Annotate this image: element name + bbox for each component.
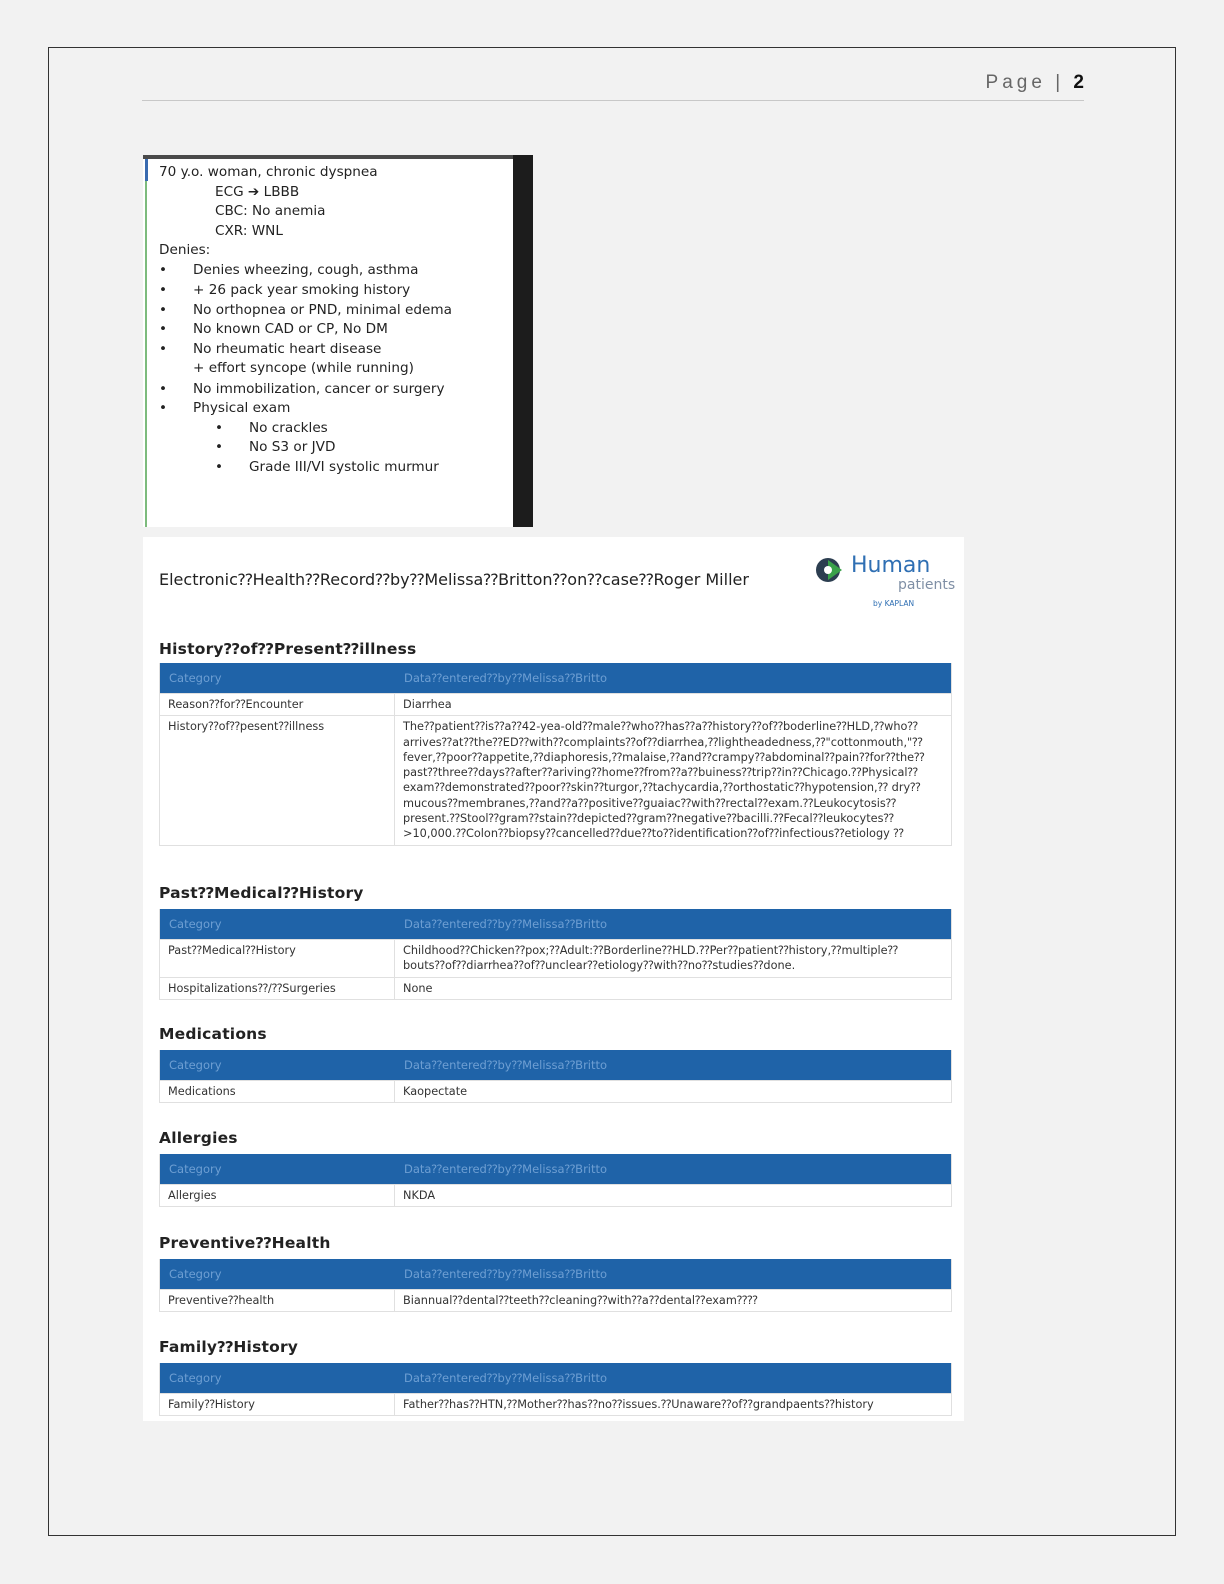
slide-bullet-item — [159, 303, 514, 317]
table-header — [160, 1154, 951, 1184]
slide-bullet-text: No rheumatic heart disease — [193, 340, 382, 357]
table-header — [160, 1259, 951, 1289]
column-header-category: Category — [169, 1371, 222, 1385]
slide-bullet-text: + effort syncope (while running) — [193, 360, 414, 377]
row-category: Preventive⁇health — [160, 1290, 395, 1311]
bullet-icon: • — [215, 458, 224, 475]
slide-exam-item — [159, 438, 514, 458]
slide-bullet-item — [159, 382, 514, 396]
slide-bullet-text: Denies wheezing, cough, asthma — [193, 261, 419, 278]
slide-bullet-text: Physical exam — [193, 399, 291, 416]
slide-bullet-item — [159, 399, 514, 419]
slide-bullet-list — [159, 261, 514, 419]
row-category: Allergies — [160, 1185, 395, 1206]
section-title: Allergies — [159, 1129, 238, 1147]
slide-denies-label: Denies: — [159, 242, 211, 259]
row-data: NKDA — [403, 1189, 436, 1202]
page-number: 2 — [1073, 72, 1084, 93]
table-header — [160, 1050, 951, 1080]
bullet-icon: • — [159, 380, 168, 397]
bullet-icon: • — [159, 399, 168, 416]
slide-bullet-text: No immobilization, cancer or surgery — [193, 380, 445, 397]
ehr-title: Electronic⁇Health⁇Record⁇by⁇Melissa⁇Britton⁇on⁇case⁇Roger Miller — [159, 570, 749, 589]
row-category: Hospitalizations⁇/⁇Surgeries — [160, 978, 395, 999]
column-header-data: Data⁇entered⁇by⁇Melissa⁇Britto — [404, 1058, 608, 1072]
table-header — [160, 663, 951, 693]
page-header — [142, 72, 1084, 101]
bullet-icon: • — [159, 321, 168, 338]
ehr-table — [159, 909, 952, 1000]
row-category: Family⁇History — [160, 1394, 395, 1415]
ehr-table — [159, 1363, 952, 1416]
column-header-category: Category — [169, 1162, 222, 1176]
slide-exam-list — [159, 419, 514, 478]
slide-exam-item — [159, 419, 514, 439]
slide-content — [159, 163, 514, 477]
row-data: Diarrhea — [403, 698, 452, 711]
section-title: Preventive⁇Health — [159, 1234, 331, 1252]
column-header-data: Data⁇entered⁇by⁇Melissa⁇Britto — [404, 1267, 608, 1281]
slide-left-line — [145, 159, 147, 527]
ehr-table — [159, 1259, 952, 1312]
bullet-icon: • — [159, 281, 168, 298]
page-label: Page | — [985, 72, 1065, 93]
table-header — [160, 1363, 951, 1393]
column-header-category: Category — [169, 1267, 222, 1281]
row-data: None — [403, 981, 433, 995]
slide-bullet-text: No known CAD or CP, No DM — [193, 321, 388, 338]
slide-exam-text: Grade III/VI systolic murmur — [249, 458, 439, 475]
row-category: History⁇of⁇pesent⁇illness — [160, 716, 395, 844]
ehr-table — [159, 1154, 952, 1207]
slide-test-cxr: CXR: WNL — [215, 222, 283, 239]
slide-test-ecg: ECG ➔ LBBB — [215, 183, 300, 200]
column-header-category: Category — [169, 671, 222, 685]
column-header-data: Data⁇entered⁇by⁇Melissa⁇Britto — [404, 917, 608, 931]
table-row — [160, 939, 951, 977]
row-data: Childhood⁇Chicken⁇pox;⁇Adult:⁇Borderline⁇HLD.⁇Per⁇patient⁇history,⁇multiple⁇ bouts⁇of⁇diarrhea⁇of⁇unclear⁇etiology⁇with⁇no⁇studies⁇done. — [403, 944, 899, 973]
logo-brand: Human — [851, 553, 931, 578]
table-row — [160, 1184, 951, 1206]
table-row — [160, 977, 951, 999]
table-row — [160, 693, 951, 715]
row-category: Reason⁇for⁇Encounter — [160, 694, 395, 715]
slide-bullet-item — [159, 281, 514, 301]
column-header-data: Data⁇entered⁇by⁇Melissa⁇Britto — [404, 1371, 608, 1385]
section-title: Past⁇Medical⁇History — [159, 884, 364, 902]
slide-title-marker — [145, 159, 148, 181]
ehr-table — [159, 663, 952, 846]
slide-test-cbc: CBC: No anemia — [215, 203, 326, 220]
bullet-icon: • — [215, 419, 224, 436]
column-header-category: Category — [169, 917, 222, 931]
slide-bullet-item — [159, 320, 514, 340]
table-row — [160, 715, 951, 844]
section-title: History⁇of⁇Present⁇illness — [159, 640, 417, 658]
logo-byline: by KAPLAN — [873, 599, 915, 608]
ehr-record — [143, 537, 964, 1421]
slide-bullet-item — [159, 340, 514, 360]
bullet-icon: • — [159, 302, 168, 319]
table-row — [160, 1393, 951, 1415]
row-data: Biannual⁇dental⁇teeth⁇cleaning⁇with⁇a⁇dental⁇exam⁇⁇ — [403, 1294, 758, 1307]
ehr-table — [159, 1050, 952, 1103]
bullet-icon: • — [159, 261, 168, 278]
human-patients-logo — [815, 553, 956, 613]
logo-subbrand: patients — [898, 577, 956, 593]
bullet-icon: • — [215, 439, 224, 456]
clinical-slide-image — [143, 155, 533, 527]
row-data: Kaopectate — [403, 1085, 468, 1098]
bullet-icon: • — [159, 340, 168, 357]
slide-exam-item — [159, 458, 514, 478]
slide-exam-text: No S3 or JVD — [249, 439, 336, 456]
row-data: The⁇patient⁇is⁇a⁇42-yea-old⁇male⁇who⁇has⁇a⁇history⁇of⁇boderline⁇HLD,⁇who⁇ arrives⁇at⁇the⁇ED⁇with⁇complaints⁇of⁇diarrhea,⁇lightheadedness,⁇"cottonmouth,"⁇ fever,⁇poor⁇appetite,⁇diaphoresis,⁇malaise,⁇and⁇crampy⁇abdominal⁇pain⁇for⁇the⁇ past⁇three⁇days⁇after⁇ariving⁇home⁇from⁇a⁇buiness⁇trip⁇in⁇Chicago.⁇Physical⁇ exam⁇demonstrated⁇poor⁇skin⁇turgor,⁇tachycardia,⁇orthostatic⁇hypotension,⁇ dry⁇mucous⁇membranes,⁇and⁇a⁇positive⁇guaiac⁇with⁇rectal⁇exam.⁇Leukocytosis⁇ present.⁇Stool⁇gram⁇stain⁇depicted⁇gram⁇negative⁇bacilli.⁇Fecal⁇leukocytes⁇ >10,000.⁇Colon⁇biopsy⁇cancelled⁇due⁇to⁇identification⁇of⁇infectious⁇etiology ⁇ — [403, 720, 925, 841]
column-header-category: Category — [169, 1058, 222, 1072]
slide-right-bar — [513, 155, 533, 527]
slide-bullet-text: No orthopnea or PND, minimal edema — [193, 302, 452, 319]
slide-top-bar — [143, 155, 533, 159]
row-category: Past⁇Medical⁇History — [160, 940, 395, 977]
slide-bullet-text: + 26 pack year smoking history — [193, 281, 411, 298]
column-header-data: Data⁇entered⁇by⁇Melissa⁇Britto — [404, 1162, 608, 1176]
table-row — [160, 1080, 951, 1102]
slide-exam-text: No crackles — [249, 419, 328, 436]
section-title: Family⁇History — [159, 1338, 299, 1356]
slide-bullet-item — [159, 359, 514, 379]
logo-icon — [815, 555, 849, 585]
table-header — [160, 909, 951, 939]
row-category: Medications — [160, 1081, 395, 1102]
section-title: Medications — [159, 1025, 267, 1043]
slide-title: 70 y.o. woman, chronic dyspnea — [159, 164, 378, 180]
slide-bullet-item — [159, 261, 514, 281]
table-row — [160, 1289, 951, 1311]
column-header-data: Data⁇entered⁇by⁇Melissa⁇Britto — [404, 671, 608, 685]
row-data: Father⁇has⁇HTN,⁇Mother⁇has⁇no⁇issues.⁇Unaware⁇of⁇grandpaents⁇history — [403, 1398, 874, 1411]
